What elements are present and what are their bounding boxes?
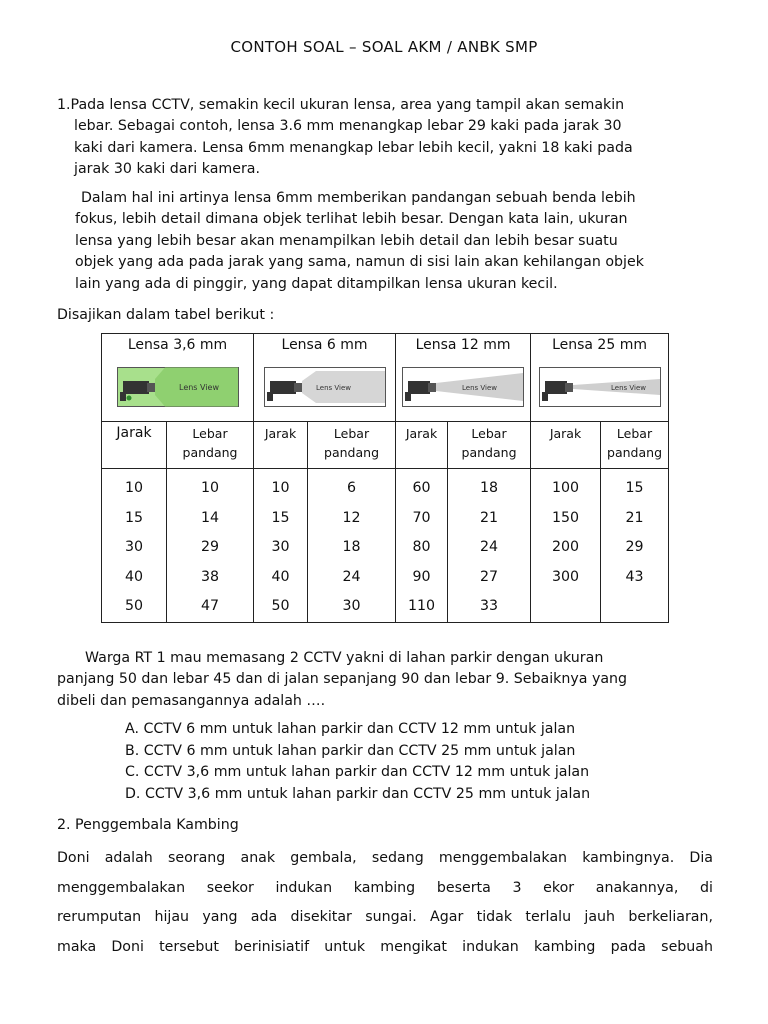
table-intro: Disajikan dalam tabel berikut : <box>57 307 275 323</box>
q2-line: Doni adalah seorang anak gembala, sedang menggembalakan kambingnya. Dia <box>57 850 713 866</box>
camera-icon <box>545 381 567 394</box>
lens-view-cell <box>102 361 254 422</box>
col-header-lebar: Lebar pandang <box>308 422 396 469</box>
q2-line: rerumputan hijau yang ada disekitar sungai. Agar tidak terlalu jauh berkeliaran, <box>57 909 713 925</box>
col-header-lebar: Lebar pandang <box>167 422 254 469</box>
question-1-prompt <box>57 648 727 712</box>
camera-icon <box>123 381 149 394</box>
prompt-line: panjang 50 dan lebar 45 dan di jalan sepanjang 90 dan lebar 9. Sebaiknya yang <box>57 671 628 688</box>
lens-view-diagram-6mm <box>264 367 386 407</box>
col-header-jarak: Jarak <box>254 422 308 469</box>
lens-view-cell <box>254 361 396 422</box>
prompt-line: dibeli dan pemasangannya adalah …. <box>57 692 326 709</box>
lebar-values: 15 21 29 43 <box>601 469 669 623</box>
q2-line: menggembalakan seekor indukan kambing beserta 3 ekor anakannya, di <box>57 879 713 896</box>
lens-view-diagram-12mm <box>402 367 524 407</box>
q1-line: jarak 30 kaki dari kamera. <box>74 161 261 178</box>
lens-header: Lensa 6 mm <box>254 334 396 362</box>
question-2-heading: 2. Penggembala Kambing <box>57 817 239 833</box>
col-header-jarak: Jarak <box>531 422 601 469</box>
q2-line: maka Doni tersebut berinisiatif untuk mengikat indukan kambing pada sebuah <box>57 938 713 955</box>
para-line: lain yang ada di pinggir, yang dapat ditampilkan lensa ukuran kecil. <box>75 275 558 292</box>
answer-options <box>125 719 590 805</box>
para-line: Dalam hal ini artinya lensa 6mm memberikan pandangan sebuah benda lebih <box>81 190 636 206</box>
camera-icon <box>408 381 430 394</box>
lebar-values: 18 21 24 27 33 <box>448 469 531 623</box>
lens-header: Lensa 3,6 mm <box>102 334 254 362</box>
option-d[interactable]: D. CCTV 3,6 mm untuk lahan parkir dan CCTV 25 mm untuk jalan <box>125 785 591 802</box>
col-header-lebar: Lebar pandang <box>601 422 669 469</box>
option-b[interactable]: B. CCTV 6 mm untuk lahan parkir dan CCTV 25 mm untuk jalan <box>125 742 576 759</box>
col-header-jarak: Jarak <box>102 422 167 469</box>
jarak-values: 10 15 30 40 50 <box>102 469 167 623</box>
lens-table <box>101 333 669 623</box>
jarak-values: 10 15 30 40 50 <box>254 469 308 623</box>
para-line: lensa yang lebih besar akan menampilkan lebih detail dan lebih besar suatu <box>75 232 618 249</box>
lens-view-label: Lens View <box>610 384 646 392</box>
col-header-jarak: Jarak <box>396 422 448 469</box>
q1-line: 1.Pada lensa CCTV, semakin kecil ukuran lensa, area yang tampil akan semakin <box>57 97 625 113</box>
lens-view-diagram-25mm <box>539 367 661 407</box>
question-2-text <box>57 844 713 962</box>
jarak-values: 60 70 80 90 110 <box>396 469 448 623</box>
option-c[interactable]: C. CCTV 3,6 mm untuk lahan parkir dan CCTV 12 mm untuk jalan <box>125 764 590 781</box>
lens-view-cell <box>396 361 531 422</box>
lens-header: Lensa 25 mm <box>531 334 669 362</box>
prompt-line: Warga RT 1 mau memasang 2 CCTV yakni di lahan parkir dengan ukuran <box>85 650 604 666</box>
lens-view-label: Lens View <box>462 384 498 392</box>
lens-view-label: Lens View <box>315 384 351 392</box>
jarak-values: 100 150 200 300 <box>531 469 601 623</box>
para-line: objek yang ada pada jarak yang sama, namun di sisi lain akan kehilangan objek <box>75 254 644 271</box>
lens-view-cell <box>531 361 669 422</box>
q1-line: kaki dari kamera. Lensa 6mm menangkap lebar lebih kecil, yakni 18 kaki pada <box>74 139 633 156</box>
lens-view-diagram-3-6mm <box>117 367 239 407</box>
option-a[interactable]: A. CCTV 6 mm untuk lahan parkir dan CCTV 12 mm untuk jalan <box>125 721 576 737</box>
question-1-text <box>57 95 727 181</box>
lebar-values: 10 14 29 38 47 <box>167 469 254 623</box>
lebar-values: 6 12 18 24 30 <box>308 469 396 623</box>
page-title: CONTOH SOAL – SOAL AKM / ANBK SMP <box>230 38 538 56</box>
explanation-paragraph <box>75 188 725 295</box>
para-line: fokus, lebih detail dimana objek terlihat lebih besar. Dengan kata lain, ukuran <box>75 211 628 228</box>
q1-line: lebar. Sebagai contoh, lensa 3.6 mm menangkap lebar 29 kaki pada jarak 30 <box>74 118 622 135</box>
camera-icon <box>270 381 296 394</box>
col-header-lebar: Lebar pandang <box>448 422 531 469</box>
lens-header: Lensa 12 mm <box>396 334 531 362</box>
lens-view-label: Lens View <box>178 383 219 392</box>
